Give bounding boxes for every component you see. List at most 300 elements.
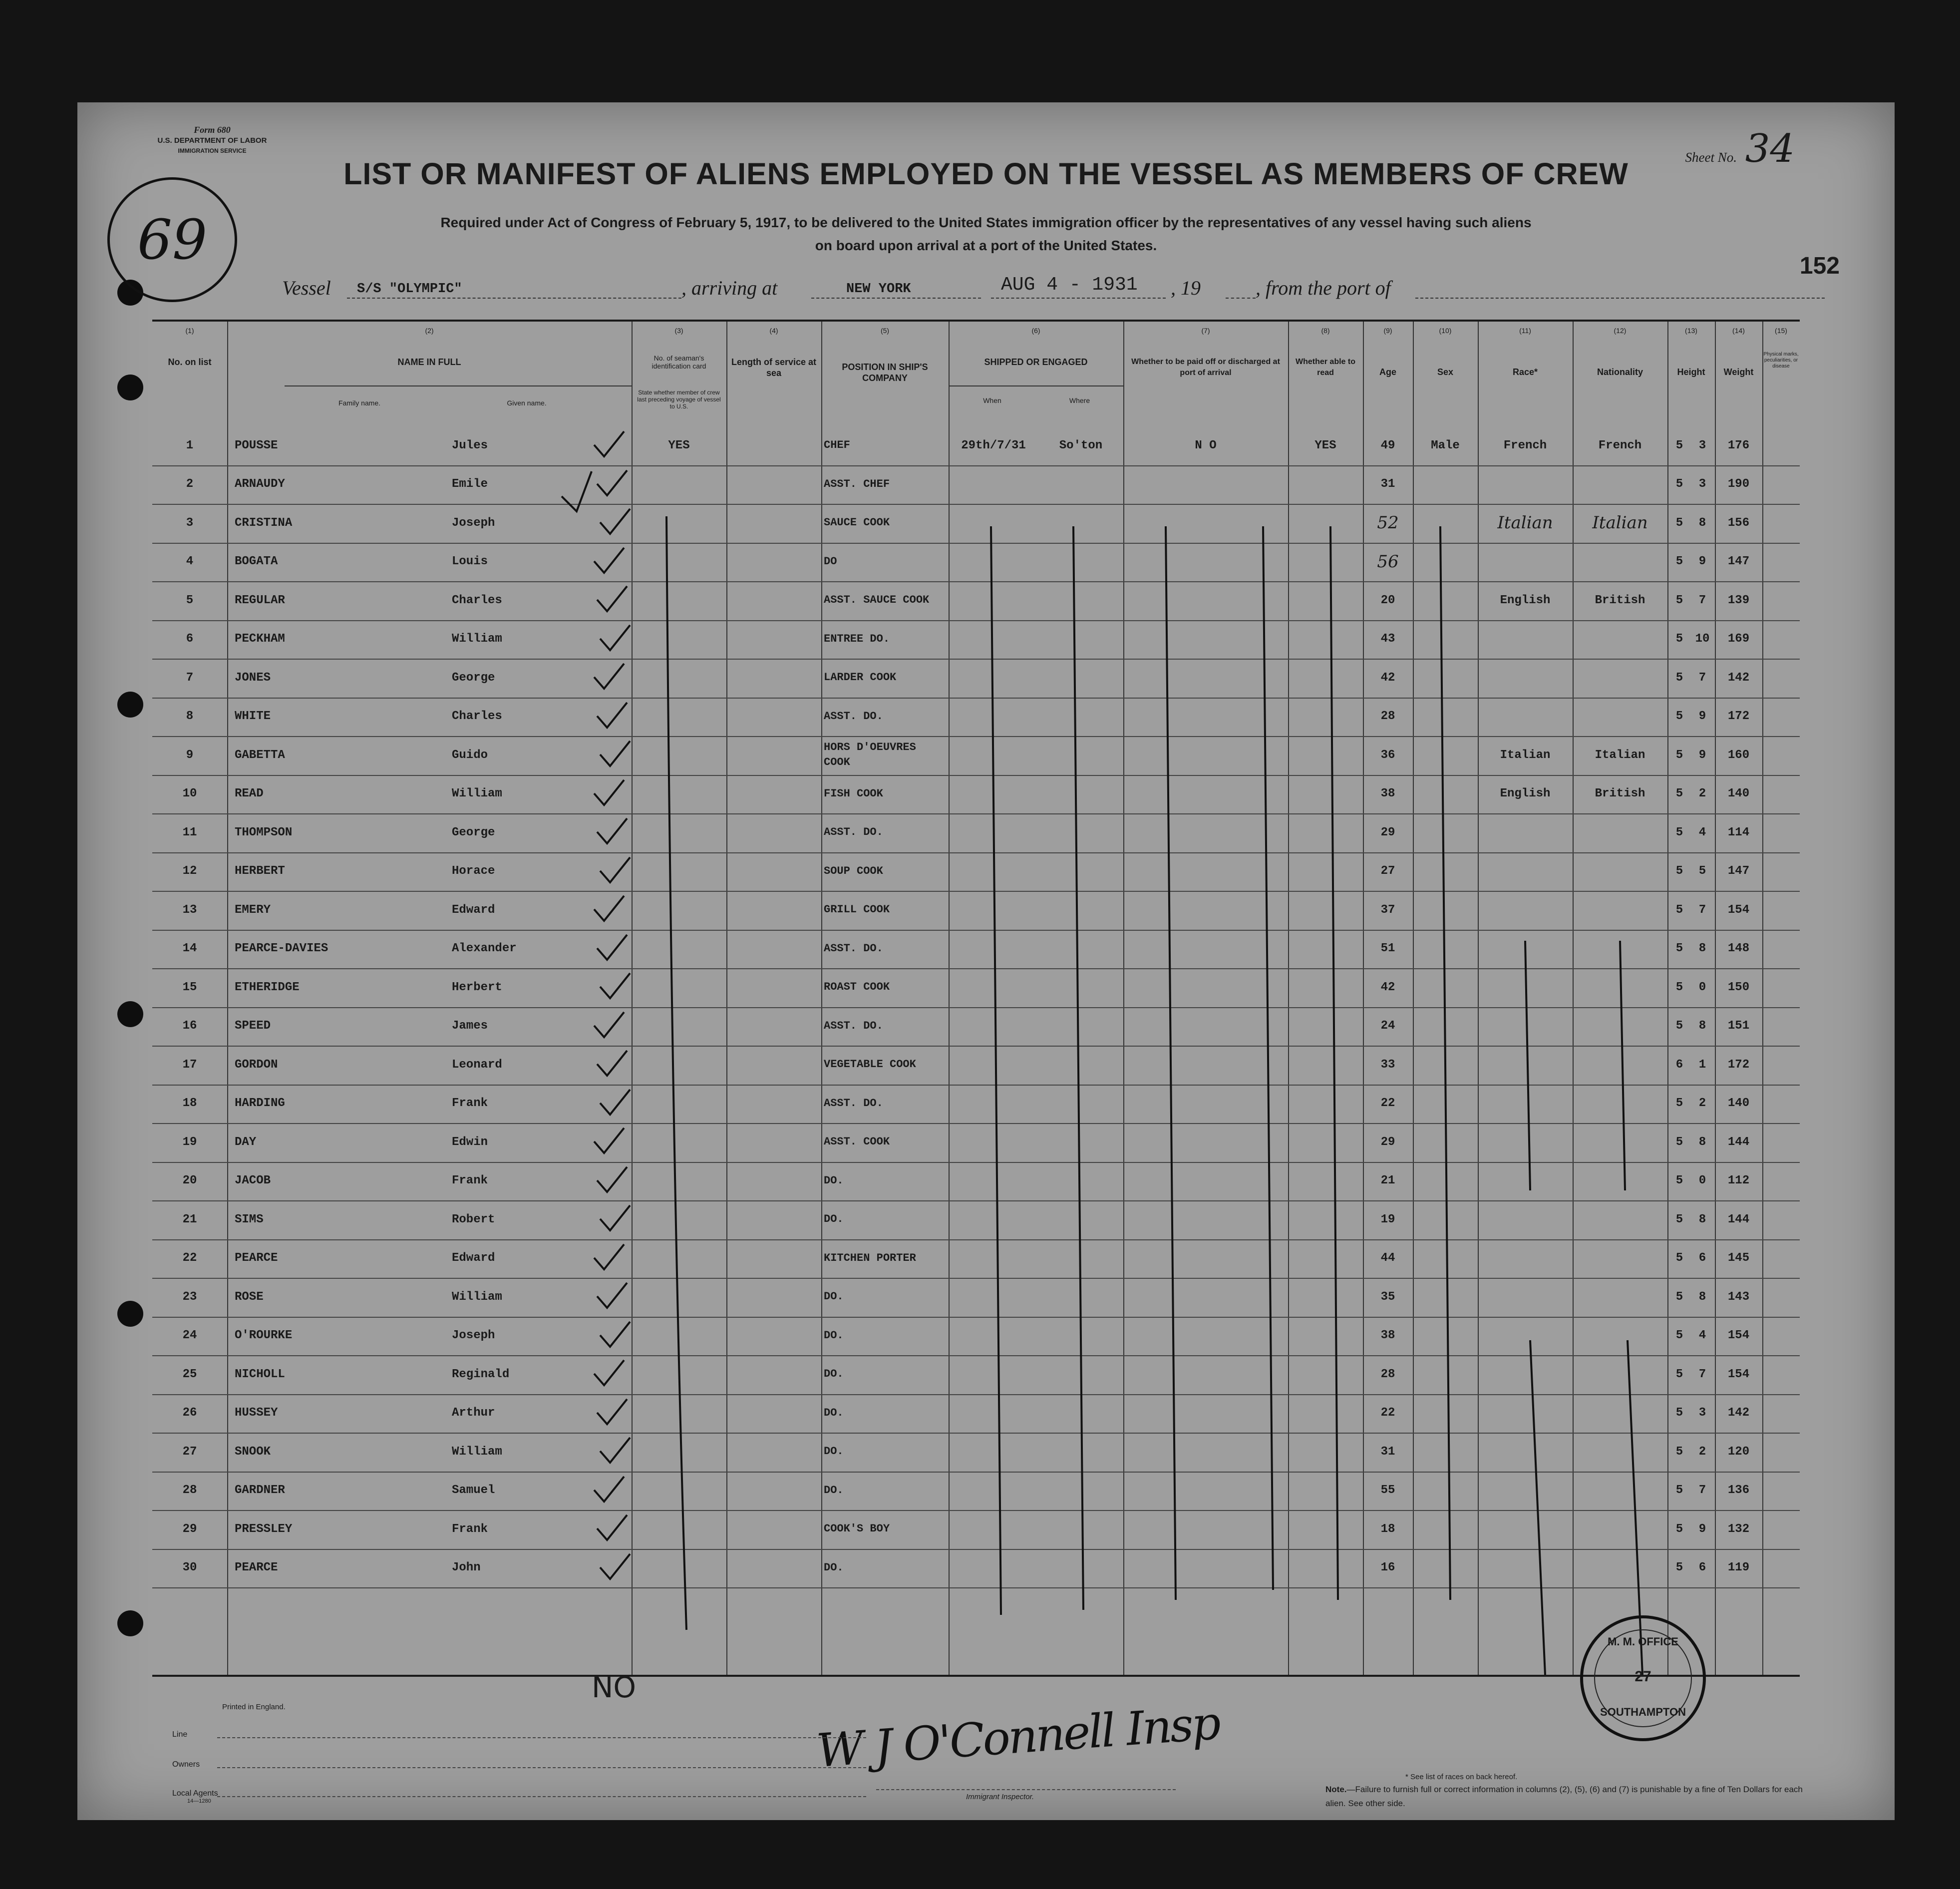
cell-ht-in: 7 [1698, 671, 1706, 685]
cell-ht-ft: 5 [1675, 1445, 1683, 1459]
cell-prev: YES [668, 438, 690, 452]
cell-age: 38 [1380, 1329, 1395, 1342]
cell-weight: 176 [1727, 438, 1750, 452]
cell-family: ROSE [235, 1290, 264, 1304]
cell-ht-ft: 5 [1675, 555, 1683, 568]
cell-ht-ft: 5 [1675, 825, 1683, 839]
header-paid-off: Whether to be paid off or discharged at port of arrival [1131, 358, 1280, 377]
cell-ht-ft: 5 [1675, 748, 1683, 762]
cell-family: GABETTA [235, 748, 285, 762]
cell-family: PEARCE-DAVIES [235, 942, 328, 955]
nota-label: Note. [1325, 1785, 1347, 1794]
cell-ht-in: 5 [1698, 864, 1706, 878]
cell-age: 56 [1377, 551, 1399, 572]
cell-weight: 112 [1727, 1174, 1750, 1187]
cell-family: JONES [235, 671, 271, 685]
cell-no: 8 [186, 710, 194, 723]
cell-ht-ft: 5 [1675, 1097, 1683, 1110]
cell-no: 29 [182, 1522, 197, 1536]
cell-family: HARDING [235, 1097, 285, 1110]
crew-table [152, 320, 1800, 1677]
cell-ht-ft: 5 [1675, 1329, 1683, 1342]
cell-no: 19 [182, 1135, 197, 1149]
printed-in: Printed in England. [222, 1703, 286, 1711]
cell-position: HORS D'OEUVRES COOK [824, 741, 916, 768]
cell-given: William [452, 632, 502, 646]
cell-no: 17 [182, 1058, 197, 1072]
cell-position: GRILL COOK [824, 903, 890, 916]
col-number: (8) [1321, 327, 1330, 335]
cell-position: SAUCE COOK [824, 516, 890, 529]
cell-family: BOGATA [235, 555, 278, 568]
cell-position: DO. [824, 1290, 844, 1303]
cell-ht-in: 2 [1698, 1445, 1706, 1459]
office-stamp [1580, 1615, 1706, 1741]
cell-position: CHEF [824, 439, 850, 451]
cell-no: 10 [182, 787, 197, 800]
cell-given: Emile [452, 477, 488, 491]
cell-position: ASST. DO. [824, 942, 883, 955]
cell-given: William [452, 1445, 502, 1459]
vessel-name: S/S "OLYMPIC" [357, 282, 462, 297]
col-number: (12) [1614, 327, 1627, 335]
cell-ht-in: 10 [1695, 632, 1710, 646]
header-family-name: Family name. [338, 399, 381, 407]
cell-weight: 172 [1727, 710, 1750, 723]
cell-no: 2 [186, 477, 194, 491]
cell-position: DO. [824, 1484, 844, 1497]
cell-family: REGULAR [235, 593, 285, 607]
cell-weight: 160 [1727, 748, 1750, 762]
cell-no: 7 [186, 671, 194, 685]
cell-family: PRESSLEY [235, 1522, 293, 1536]
cell-ht-ft: 5 [1675, 593, 1683, 607]
header-no-on-list: No. on list [168, 357, 212, 367]
col-number: (9) [1383, 327, 1392, 335]
owners-label: Owners [172, 1760, 200, 1769]
cell-position: DO. [824, 1368, 844, 1380]
cell-position: COOK'S BOY [824, 1522, 890, 1535]
cell-weight: 140 [1727, 1097, 1750, 1110]
cell-weight: 147 [1727, 864, 1750, 878]
cell-race: Italian [1500, 748, 1551, 762]
cell-no: 15 [182, 980, 197, 994]
subtitle-line: Required under Act of Congress of February 5, 1917, to be delivered to the United States immigration officer by the representatives of any vessel having such aliens [440, 215, 1532, 230]
inspector-signature: W J O'Connell Insp [815, 1696, 1221, 1778]
header-name-in-full: NAME IN FULL [397, 357, 461, 367]
cell-given: Horace [452, 864, 495, 878]
cell-age: 31 [1380, 1445, 1395, 1459]
header-seaman-state: State whether member of crew last preceding voyage of vessel to U.S. [637, 389, 721, 410]
cell-given: Charles [452, 710, 502, 723]
cell-ht-in: 7 [1698, 593, 1706, 607]
cell-position: ASST. DO. [824, 710, 883, 723]
cell-ht-in: 2 [1698, 787, 1706, 800]
cell-ht-ft: 5 [1675, 477, 1683, 491]
cell-position: FISH COOK [824, 787, 883, 800]
cell-ht-ft: 5 [1675, 1522, 1683, 1536]
cell-age: 55 [1380, 1484, 1395, 1497]
header-position: POSITION IN SHIP'S COMPANY [842, 362, 928, 383]
cell-ht-in: 1 [1698, 1058, 1706, 1072]
cell-ht-ft: 5 [1675, 516, 1683, 530]
cell-no: 6 [186, 632, 194, 646]
cell-position: ENTREE DO. [824, 632, 890, 645]
cell-family: PECKHAM [235, 632, 285, 646]
cell-position: VEGETABLE COOK [824, 1058, 916, 1071]
header-given-name: Given name. [507, 399, 547, 407]
owners-field [172, 1760, 200, 1769]
department-name: U.S. DEPARTMENT OF LABOR [157, 136, 267, 145]
cell-given: Louis [452, 555, 488, 568]
punch-hole [117, 1301, 143, 1327]
stamp-date: 27 [1634, 1668, 1651, 1685]
penalty-note [1325, 1783, 1825, 1811]
cell-position: SOUP COOK [824, 864, 883, 877]
cell-position: LARDER COOK [824, 671, 897, 684]
cell-given: Samuel [452, 1484, 495, 1497]
vessel-line [282, 275, 1825, 303]
cell-family: WHITE [235, 710, 271, 723]
nota-text: —Failure to furnish full or correct information in columns (2), (5), (6) and (7) is punishable by a fine of Ten Dollars for each alien. See other side. [1325, 1785, 1803, 1808]
cell-weight: 143 [1727, 1290, 1750, 1304]
cell-ht-in: 7 [1698, 1367, 1706, 1381]
cell-position: DO. [824, 1213, 844, 1225]
cell-weight: 151 [1727, 1019, 1750, 1033]
cell-position: ROAST COOK [824, 981, 890, 993]
cell-family: ETHERIDGE [235, 980, 300, 994]
col-number: (1) [185, 327, 194, 335]
cell-no: 24 [182, 1329, 197, 1342]
cell-weight: 132 [1727, 1522, 1750, 1536]
cell-weight: 114 [1727, 825, 1750, 839]
header-height: Height [1677, 367, 1705, 377]
cell-family: GORDON [235, 1058, 278, 1072]
cell-no: 16 [182, 1019, 197, 1033]
cell-family: READ [235, 787, 264, 800]
cell-weight: 120 [1727, 1445, 1750, 1459]
col-number: (2) [425, 327, 434, 335]
cell-given: Alexander [452, 942, 517, 955]
cell-ht-ft: 5 [1675, 787, 1683, 800]
cell-weight: 154 [1727, 903, 1750, 917]
cell-family: DAY [235, 1135, 257, 1149]
punch-hole [117, 375, 143, 400]
cell-given: Frank [452, 1522, 488, 1536]
cell-family: NICHOLL [235, 1367, 285, 1381]
cell-weight: 148 [1727, 942, 1750, 955]
cell-given: William [452, 1290, 502, 1304]
cell-given: Reginald [452, 1367, 510, 1381]
cell-no: 18 [182, 1097, 197, 1110]
year-label: , 19 [1171, 277, 1201, 299]
cell-family: ARNAUDY [235, 477, 285, 491]
col-number: (7) [1201, 327, 1210, 335]
header-length-service: Length of service at sea [731, 357, 817, 378]
cell-nationality: French [1598, 438, 1642, 452]
cell-age: 36 [1380, 748, 1395, 762]
punch-hole [117, 692, 143, 718]
manifest-sheet [77, 102, 1895, 1820]
cell-family: PEARCE [235, 1251, 278, 1265]
cell-ht-ft: 5 [1675, 1484, 1683, 1497]
cell-no: 26 [182, 1406, 197, 1420]
cell-nationality: British [1595, 593, 1645, 607]
stamp-top-text: M. M. OFFICE [1608, 1635, 1678, 1648]
cell-ht-ft: 5 [1675, 710, 1683, 723]
cell-race: Italian [1497, 513, 1553, 533]
cell-ht-ft: 5 [1675, 632, 1683, 646]
cell-given: Joseph [452, 1329, 495, 1342]
cell-position: ASST. COOK [824, 1135, 890, 1148]
cell-family: GARDNER [235, 1484, 285, 1497]
cell-position: DO. [824, 1561, 844, 1574]
cell-nationality: Italian [1592, 513, 1648, 533]
cell-ht-in: 9 [1698, 710, 1706, 723]
cell-family: THOMPSON [235, 825, 293, 839]
cell-age: 28 [1380, 710, 1395, 723]
cell-age: 51 [1380, 942, 1395, 955]
col-number: (10) [1439, 327, 1452, 335]
cell-no: 11 [182, 825, 197, 839]
cell-ht-ft: 5 [1675, 671, 1683, 685]
cell-no: 4 [186, 555, 194, 568]
cell-age: 42 [1380, 980, 1395, 994]
cell-age: 18 [1380, 1522, 1395, 1536]
cell-race: French [1503, 438, 1547, 452]
vessel-label: Vessel [282, 277, 331, 299]
cell-ht-ft: 5 [1675, 1212, 1683, 1226]
cell-family: HUSSEY [235, 1406, 278, 1420]
cell-given: Jules [452, 438, 488, 452]
cell-weight: 156 [1727, 516, 1750, 530]
cell-no: 20 [182, 1174, 197, 1187]
sheet-value: 34 [1745, 126, 1795, 171]
cell-weight: 144 [1727, 1212, 1750, 1226]
col-number: (3) [674, 327, 683, 335]
cell-age: 28 [1380, 1367, 1395, 1381]
cell-family: O'ROURKE [235, 1329, 293, 1342]
cell-no: 21 [182, 1212, 197, 1226]
cell-weight: 140 [1727, 787, 1750, 800]
cell-family: CRISTINA [235, 516, 293, 530]
cell-age: 27 [1380, 864, 1395, 878]
cell-ht-ft: 5 [1675, 1135, 1683, 1149]
cell-family: JACOB [235, 1174, 271, 1187]
cell-ht-in: 6 [1698, 1251, 1706, 1265]
cell-no: 14 [182, 942, 197, 955]
cell-ht-ft: 5 [1675, 1406, 1683, 1420]
cell-age: 29 [1380, 1135, 1395, 1149]
cell-ht-ft: 5 [1675, 980, 1683, 994]
cell-given: Frank [452, 1097, 488, 1110]
col-number: (11) [1519, 327, 1531, 335]
subtitle-line: on board upon arrival at a port of the United States. [815, 238, 1157, 253]
cell-given: Charles [452, 593, 502, 607]
cell-ht-in: 3 [1698, 477, 1706, 491]
cell-ht-in: 8 [1698, 942, 1706, 955]
cell-weight: 150 [1727, 980, 1750, 994]
cell-weight: 139 [1727, 593, 1750, 607]
cell-no: 22 [182, 1251, 197, 1265]
cell-weight: 147 [1727, 555, 1750, 568]
cell-position: KITCHEN PORTER [824, 1251, 916, 1264]
sheet-label: Sheet No. [1685, 150, 1737, 165]
cell-no: 30 [182, 1561, 197, 1574]
cell-sex: Male [1431, 438, 1460, 452]
header-race: Race* [1512, 367, 1538, 377]
punch-hole [117, 1610, 143, 1636]
cell-ht-ft: 5 [1675, 1174, 1683, 1187]
page-number: 152 [1799, 253, 1840, 279]
col-number: (6) [1031, 327, 1040, 335]
cell-ht-in: 8 [1698, 1290, 1706, 1304]
pen-marks [152, 322, 1800, 1675]
page-title: LIST OR MANIFEST OF ALIENS EMPLOYED ON THE VESSEL AS MEMBERS OF CREW [343, 157, 1629, 191]
cell-position: ASST. SAUCE COOK [824, 594, 930, 606]
cell-ht-in: 0 [1698, 1174, 1706, 1187]
cell-ht-in: 2 [1698, 1097, 1706, 1110]
cell-given: Edwin [452, 1135, 488, 1149]
cell-family: HERBERT [235, 864, 285, 878]
cell-where: So'ton [1059, 438, 1103, 452]
cell-position: DO. [824, 1174, 844, 1187]
cell-position: ASST. DO. [824, 826, 883, 838]
cell-age: 29 [1380, 825, 1395, 839]
cell-position: DO [824, 555, 837, 568]
line-label: Line [172, 1730, 188, 1739]
cell-weight: 154 [1727, 1329, 1750, 1342]
cell-age: 20 [1380, 593, 1395, 607]
header-age: Age [1379, 367, 1396, 377]
col-number: (4) [769, 327, 778, 335]
cell-given: Joseph [452, 516, 495, 530]
line-field [172, 1730, 187, 1739]
cell-no: 27 [182, 1445, 197, 1459]
cell-ht-in: 8 [1698, 1212, 1706, 1226]
cell-family: POUSSE [235, 438, 278, 452]
cell-weight: 144 [1727, 1135, 1750, 1149]
cell-when: 29th/7/31 [961, 438, 1026, 452]
header-where: Where [1069, 396, 1090, 404]
cell-weight: 136 [1727, 1484, 1750, 1497]
cell-weight: 172 [1727, 1058, 1750, 1072]
header-physical: Physical marks, peculiarities, or disease [1763, 352, 1799, 369]
cell-ht-in: 3 [1698, 438, 1706, 452]
cell-weight: 169 [1727, 632, 1750, 646]
arriving-label: , arriving at [681, 277, 778, 299]
cell-race: English [1500, 787, 1551, 800]
agents-label: Local Agents [172, 1789, 218, 1798]
cell-age: 43 [1380, 632, 1395, 646]
header-sex: Sex [1437, 367, 1454, 377]
cell-ht-ft: 5 [1675, 1290, 1683, 1304]
cell-given: Guido [452, 748, 488, 762]
cell-ht-ft: 5 [1675, 1251, 1683, 1265]
cell-given: Edward [452, 1251, 495, 1265]
cell-given: Herbert [452, 980, 502, 994]
service-name: IMMIGRATION SERVICE [178, 147, 247, 154]
cell-position: ASST. DO. [824, 1097, 883, 1110]
cell-no: 25 [182, 1367, 197, 1381]
cell-age: 31 [1380, 477, 1395, 491]
cell-family: SIMS [235, 1212, 264, 1226]
cell-no: 3 [186, 516, 194, 530]
page-subtitle [287, 211, 1685, 257]
cell-given: Arthur [452, 1406, 495, 1420]
cell-given: Edward [452, 903, 495, 917]
inspector-label: Immigrant Inspector. [966, 1793, 1034, 1801]
cell-ht-in: 6 [1698, 1561, 1706, 1574]
header-able-read: Whether able to read [1295, 358, 1355, 377]
cell-ht-in: 8 [1698, 516, 1706, 530]
cell-age: 35 [1380, 1290, 1395, 1304]
cell-ht-ft: 6 [1675, 1058, 1683, 1072]
handwritten-no: NO [592, 1670, 637, 1704]
arriving-port: NEW YORK [846, 282, 911, 297]
cell-ht-in: 4 [1698, 1329, 1706, 1342]
cell-given: Robert [452, 1212, 495, 1226]
col-number: (5) [880, 327, 890, 335]
cell-given: George [452, 825, 495, 839]
from-port-label: , from the port of [1256, 277, 1391, 299]
arrival-date-stamp: AUG 4 - 1931 [1001, 274, 1138, 296]
agents-code: 14—1280 [187, 1798, 211, 1804]
cell-age: 38 [1380, 787, 1395, 800]
cell-no: 9 [186, 748, 194, 762]
cell-ht-in: 9 [1698, 748, 1706, 762]
cell-family: SNOOK [235, 1445, 271, 1459]
form-number: Form 680 [194, 125, 231, 135]
punch-hole [117, 1001, 143, 1027]
cell-read: YES [1314, 438, 1336, 452]
cell-ht-in: 7 [1698, 903, 1706, 917]
header-seaman-card: No. of seaman's identification card [652, 354, 706, 370]
cell-no: 13 [182, 903, 197, 917]
cell-ht-ft: 5 [1675, 903, 1683, 917]
cell-ht-ft: 5 [1675, 1367, 1683, 1381]
cell-nationality: British [1595, 787, 1645, 800]
cell-position: ASST. CHEF [824, 477, 890, 490]
cell-age: 52 [1377, 513, 1399, 533]
cell-position: DO. [824, 1406, 844, 1419]
cell-ht-ft: 5 [1675, 1561, 1683, 1574]
cell-age: 44 [1380, 1251, 1395, 1265]
header-when: When [983, 396, 1001, 404]
cell-given: Leonard [452, 1058, 502, 1072]
cell-race: English [1500, 593, 1551, 607]
cell-ht-in: 8 [1698, 1135, 1706, 1149]
header-weight: Weight [1723, 367, 1754, 377]
header-nationality: Nationality [1597, 367, 1643, 377]
cell-weight: 145 [1727, 1251, 1750, 1265]
cell-given: James [452, 1019, 488, 1033]
races-note: * See list of races on back hereof. [1405, 1773, 1518, 1781]
cell-age: 16 [1380, 1561, 1395, 1574]
cell-ht-ft: 5 [1675, 942, 1683, 955]
cell-position: DO. [824, 1329, 844, 1342]
cell-weight: 119 [1727, 1561, 1750, 1574]
cell-ht-in: 8 [1698, 1019, 1706, 1033]
cell-weight: 142 [1727, 671, 1750, 685]
cell-ht-in: 4 [1698, 825, 1706, 839]
cell-position: DO. [824, 1445, 844, 1458]
cell-no: 12 [182, 864, 197, 878]
circled-number: 69 [107, 177, 237, 302]
cell-no: 1 [186, 438, 194, 452]
cell-paid: N O [1195, 438, 1217, 452]
cell-ht-ft: 5 [1675, 1019, 1683, 1033]
